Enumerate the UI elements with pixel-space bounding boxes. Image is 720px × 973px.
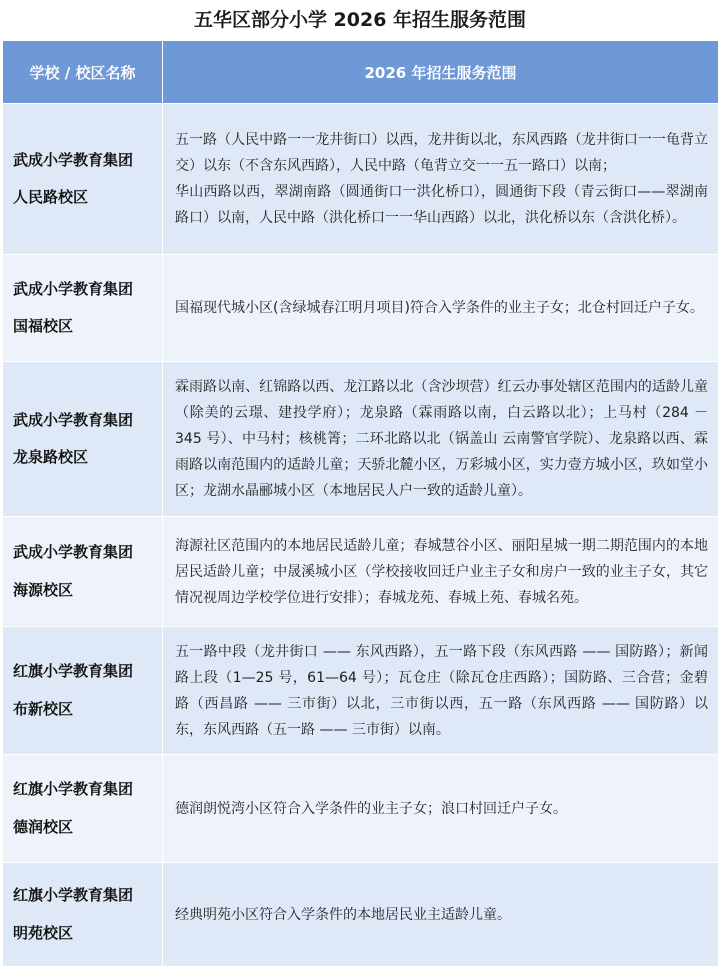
school-campus: 龙泉路校区 <box>13 448 89 466</box>
school-cell <box>3 104 163 255</box>
school-group: 红旗小学教育集团 <box>13 662 134 680</box>
range-cell <box>163 627 719 755</box>
school-cell <box>3 517 163 627</box>
school-cell <box>3 627 163 755</box>
range-text: 五一路中段（龙井街口 —— 东风西路），五一路下段（东风西路 —— 国防路）；新闻路上段（1—25 号，61—64 号）；瓦仓庄（除瓦仓庄西路）；国防路、三合营；金碧路（西昌路 —— 三市街）以北，三市街以西，五一路（东风西路 —— 国防路）以东，东风西路（五一路 —— 三市街）以南。 <box>175 643 708 738</box>
range-text: 国福现代城小区(含绿城春江明月项目)符合入学条件的业主子女；北仓村回迁户子女。 <box>175 300 704 316</box>
school-campus: 布新校区 <box>13 699 74 718</box>
range-cell <box>163 362 719 517</box>
range-text: 德润朗悦湾小区符合入学条件的业主子女；浪口村回迁户子女。 <box>175 800 567 817</box>
school-group: 武成小学教育集团 <box>13 410 134 429</box>
range-cell <box>163 755 719 863</box>
range-cell <box>163 517 719 627</box>
school-campus: 明苑校区 <box>13 923 74 942</box>
header-service-range: 2026 年招生服务范围 <box>163 41 719 104</box>
range-text: 霖雨路以南、红锦路以西、龙江路以北（含沙坝营）红云办事处辖区范围内的适龄儿童（除美的云璟、建投学府）；龙泉路（霖雨路以南，白云路以北）；上马村（284 － 345 号）、中马村；核桃箐；二环北路以北（锅盖山 云南警官学院）、龙泉路以西、霖雨路以南范围内的适龄儿童；天骄北麓小区，万彩城小区，实力壹方城小区，玖如堂小区；龙湖水晶郦城小区（本地居民人户一致的适龄儿童）。 <box>175 379 708 499</box>
range-text: 五一路（人民中路一一龙井街口）以西，龙井街以北，东风西路（龙井街口一一龟背立交）以东（不含东风西路），人民中路（龟背立交一一五一路口）以南； <box>175 132 708 174</box>
school-group: 红旗小学教育集团 <box>13 780 134 798</box>
school-group: 武成小学教育集团 <box>13 543 134 561</box>
table-row <box>3 255 719 362</box>
table-header-row <box>3 41 719 104</box>
school-cell <box>3 362 163 517</box>
table-row <box>3 104 719 255</box>
school-campus: 国福校区 <box>13 317 74 335</box>
table-row <box>3 627 719 755</box>
school-cell <box>3 863 163 967</box>
range-text: 华山西路以西，翠湖南路（圆通街口一洪化桥口），圆通街下段（青云街口——翠湖南路口）以南，人民中路（洪化桥口一一华山西路）以北，洪化桥以东（含洪化桥）。 <box>175 184 708 226</box>
range-cell <box>163 104 719 255</box>
school-group: 武成小学教育集团 <box>13 279 134 298</box>
school-group: 红旗小学教育集团 <box>13 886 134 904</box>
page-title: 五华区部分小学 2026 年招生服务范围 <box>193 9 527 31</box>
school-group: 武成小学教育集团 <box>13 150 134 169</box>
range-cell <box>163 863 719 967</box>
range-cell <box>163 255 719 362</box>
table-row <box>3 517 719 627</box>
admission-range-table <box>2 40 719 967</box>
table-row <box>3 362 719 517</box>
school-campus: 德润校区 <box>13 817 74 836</box>
header-school-name: 学校 / 校区名称 <box>3 41 163 104</box>
school-cell <box>3 755 163 863</box>
school-campus: 海源校区 <box>13 580 74 599</box>
range-text: 经典明苑小区符合入学条件的本地居民业主适龄儿童。 <box>175 906 511 923</box>
range-text: 海源社区范围内的本地居民适龄儿童；春城慧谷小区、丽阳星城一期二期范围内的本地居民适龄儿童；中晟溪城小区（学校接收回迁户业主子女和房户一致的业主子女，其它情况视周边学校学位进行安排）；春城龙苑、春城上苑、春城名苑。 <box>175 537 708 606</box>
school-campus: 人民路校区 <box>13 188 89 206</box>
school-cell <box>3 255 163 362</box>
table-row <box>3 863 719 967</box>
table-row <box>3 755 719 863</box>
